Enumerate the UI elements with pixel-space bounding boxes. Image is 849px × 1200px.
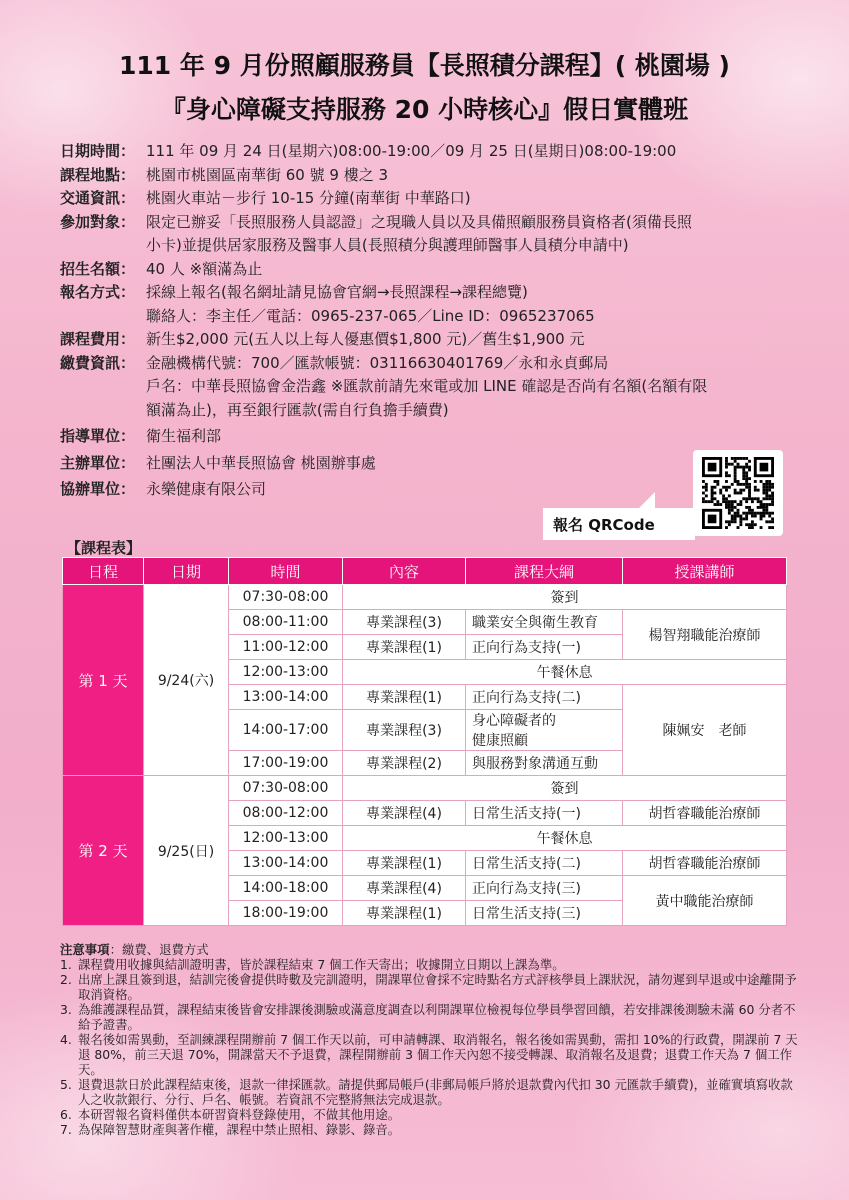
qr-code-image [702,457,774,529]
info-value: 社團法人中華長照協會 桃園辦事處 [146,453,376,472]
note-number: 5. [60,1077,72,1092]
teacher-cell: 胡哲睿職能治療師 [623,801,787,826]
content-cell: 專業課程(3) [343,610,466,635]
content-cell: 專業課程(1) [343,635,466,660]
content-cell: 專業課程(4) [343,801,466,826]
time-cell: 14:00-17:00 [229,710,343,751]
info-label: 課程地點： [60,165,136,184]
schedule-header-row [63,558,787,585]
info-host [60,452,800,476]
info-value: 永樂健康有限公司 [146,480,267,498]
content-cell: 專業課程(2) [343,751,466,776]
time-cell: 14:00-18:00 [229,876,343,901]
note-number: 2. [60,972,72,987]
info-value: 111 年 09 月 24 日(星期六)08:00-19:00／09 月 25 日(星期日)08:00-19:00 [146,142,677,160]
day-cell: 第 1 天 [63,585,144,776]
info-value: 金融機構代號：700／匯款帳號：03116630401769／永和永貞郵局 [146,353,609,372]
info-label: 招生名額： [60,259,136,278]
teacher-cell: 黃中職能治療師 [623,876,787,926]
info-value: 衛生福利部 [146,427,222,445]
info-label: 報名方式： [60,283,136,301]
header-time: 時間 [229,558,343,585]
teacher-cell: 胡哲睿職能治療師 [623,851,787,876]
merged-cell: 簽到 [343,776,787,801]
info-payment-cont2: 額滿為止)，再至銀行匯款(需自行負擔手續費) [146,400,449,419]
header-date: 日期 [144,558,229,585]
info-payment-cont: 戶名：中華長照協會金浩鑫 ※匯款前請先來電或加 LINE 確認是否尚有名額(名額有限 [146,377,708,395]
list-item [60,957,800,972]
note-number: 7. [60,1122,72,1137]
info-label: 主辦單位： [60,453,136,472]
list-item [60,972,800,1002]
note-text: 出席上課且簽到退，結訓完後會提供時數及完訓證明，開課單位會採不定時點名方式評核學員上課狀況，請勿遲到早退或中途離開予取消資格。 [78,972,797,1002]
info-value: 桃園市桃園區南華街 60 號 9 樓之 3 [146,165,389,184]
table-row [63,585,787,610]
merged-cell: 午餐休息 [343,826,787,851]
info-location [60,164,800,188]
course-info [60,140,800,502]
info-date [60,140,800,164]
info-label: 協辦單位： [60,480,136,498]
note-number: 4. [60,1032,72,1047]
outline-cell [466,710,623,751]
note-number: 3. [60,1002,72,1017]
info-value: 限定已辦妥「長照服務人員認證」之現職人員以及具備照顧服務員資格者(須備長照 [146,212,692,231]
info-guide [60,425,800,449]
info-fee [60,328,800,352]
day-cell: 第 2 天 [63,776,144,926]
content-cell: 專業課程(3) [343,710,466,751]
time-cell: 11:00-12:00 [229,635,343,660]
info-quota [60,258,800,282]
title-line-1: 111 年 9 月份照顧服務員【長照積分課程】( 桃園場 ) [119,51,730,80]
time-cell: 17:00-19:00 [229,751,343,776]
info-payment [60,352,800,376]
outline-cell: 正向行為支持(一) [466,635,623,660]
info-label: 課程費用： [60,330,136,348]
outline-cell: 職業安全與衛生教育 [466,610,623,635]
notes-heading-line [60,942,800,957]
note-number: 6. [60,1107,72,1122]
date-cell: 9/24(六) [144,585,229,776]
time-cell: 07:30-08:00 [229,776,343,801]
info-label: 繳費資訊： [60,353,136,372]
info-value: 40 人 ※額滿為止 [146,259,263,278]
note-text: 為保障智慧財產與著作權，課程中禁止照相、錄影、錄音。 [78,1122,401,1137]
content-cell: 專業課程(1) [343,901,466,926]
qr-label-bubble [543,492,695,540]
outline-cell: 正向行為支持(三) [466,876,623,901]
info-value: 桃園火車站－步行 10-15 分鐘(南華街 中華路口) [146,189,471,207]
info-contact: 聯絡人：李主任／電話：0965-237-065／Line ID：0965237065 [146,306,595,325]
signup-qr-code[interactable] [693,450,783,536]
header-teacher: 授課講師 [623,558,787,585]
teacher-cell: 陳姵安 老師 [623,685,787,776]
time-cell: 13:00-14:00 [229,685,343,710]
date-cell: 9/25(日) [144,776,229,926]
time-cell: 13:00-14:00 [229,851,343,876]
list-item [60,1107,800,1122]
merged-cell: 簽到 [343,585,787,610]
time-cell: 18:00-19:00 [229,901,343,926]
header-content: 內容 [343,558,466,585]
time-cell: 12:00-13:00 [229,826,343,851]
note-text: 為維護課程品質，課程結束後皆會安排課後測驗或滿意度調查以利開課單位檢視每位學員學習回饋，若安排課後測驗未滿 60 分者不給予證書。 [78,1002,796,1032]
info-label: 參加對象： [60,212,136,231]
outline-cell: 與服務對象溝通互動 [466,751,623,776]
notes-section [60,942,800,1137]
info-label: 日期時間： [60,142,136,160]
notes-heading: 注意事項 [60,942,110,957]
content-cell: 專業課程(1) [343,685,466,710]
list-item [60,1002,800,1032]
list-item [60,1122,800,1137]
info-value: 採線上報名(報名網址請見協會官網→長照課程→課程總覽) [146,283,528,301]
time-cell: 12:00-13:00 [229,660,343,685]
outline-line: 健康照顧 [472,733,528,749]
content-cell: 專業課程(4) [343,876,466,901]
list-item [60,1077,800,1107]
header-day: 日程 [63,558,144,585]
note-text: 報名後如需異動，至訓練課程開辦前 7 個工作天以前，可申請轉課、取消報名，報名後如需異動，需扣 10%的行政費，開課前 7 天退 80%，前三天退 70%，開課當天不予退費，課程開辦前 3 個工作天內恕不接受轉課、取消報名及退費；退費工作天為 7 個工作天。 [78,1032,798,1077]
info-signup [60,281,800,305]
note-text: 課程費用收據與結訓證明書，皆於課程結束 7 個工作天寄出；收據開立日期以上課為準。 [78,957,565,972]
info-label: 交通資訊： [60,189,136,207]
info-label: 指導單位： [60,427,136,445]
header-outline: 課程大綱 [466,558,623,585]
note-text: 本研習報名資料僅供本研習資料登錄使用，不做其他用途。 [78,1107,401,1122]
notes-heading-rest: ：繳費、退費方式 [109,942,209,957]
note-number: 1. [60,957,72,972]
time-cell: 08:00-12:00 [229,801,343,826]
outline-line: 身心障礙者的 [472,713,556,729]
schedule-table [62,557,787,926]
info-target [60,211,800,235]
content-cell: 專業課程(1) [343,851,466,876]
schedule-title: 【課程表】 [66,539,142,557]
teacher-cell: 楊智翔職能治療師 [623,610,787,660]
outline-cell: 正向行為支持(二) [466,685,623,710]
list-item [60,1032,800,1077]
info-transport [60,187,800,211]
time-cell: 07:30-08:00 [229,585,343,610]
note-text: 退費退款日於此課程結束後，退款一律採匯款。請提供郵局帳戶(非郵局帳戶將於退款費內代扣 30 元匯款手續費)，並確實填寫收款人之收款銀行、分行、戶名、帳號。若資訊不完整將無法完成退款。 [78,1077,793,1107]
info-value: 新生$2,000 元(五人以上每人優惠價$1,800 元)／舊生$1,900 元 [146,330,585,348]
outline-cell: 日常生活支持(一) [466,801,623,826]
merged-cell: 午餐休息 [343,660,787,685]
table-row [63,776,787,801]
outline-cell: 日常生活支持(三) [466,901,623,926]
qr-label: 報名 QRCode [553,516,655,534]
outline-cell: 日常生活支持(二) [466,851,623,876]
info-target-cont: 小卡)並提供居家服務及醫事人員(長照積分與護理師醫事人員積分申請中) [146,236,629,254]
title-line-2: 『身心障礙支持服務 20 小時核心』假日實體班 [160,95,689,124]
time-cell: 08:00-11:00 [229,610,343,635]
